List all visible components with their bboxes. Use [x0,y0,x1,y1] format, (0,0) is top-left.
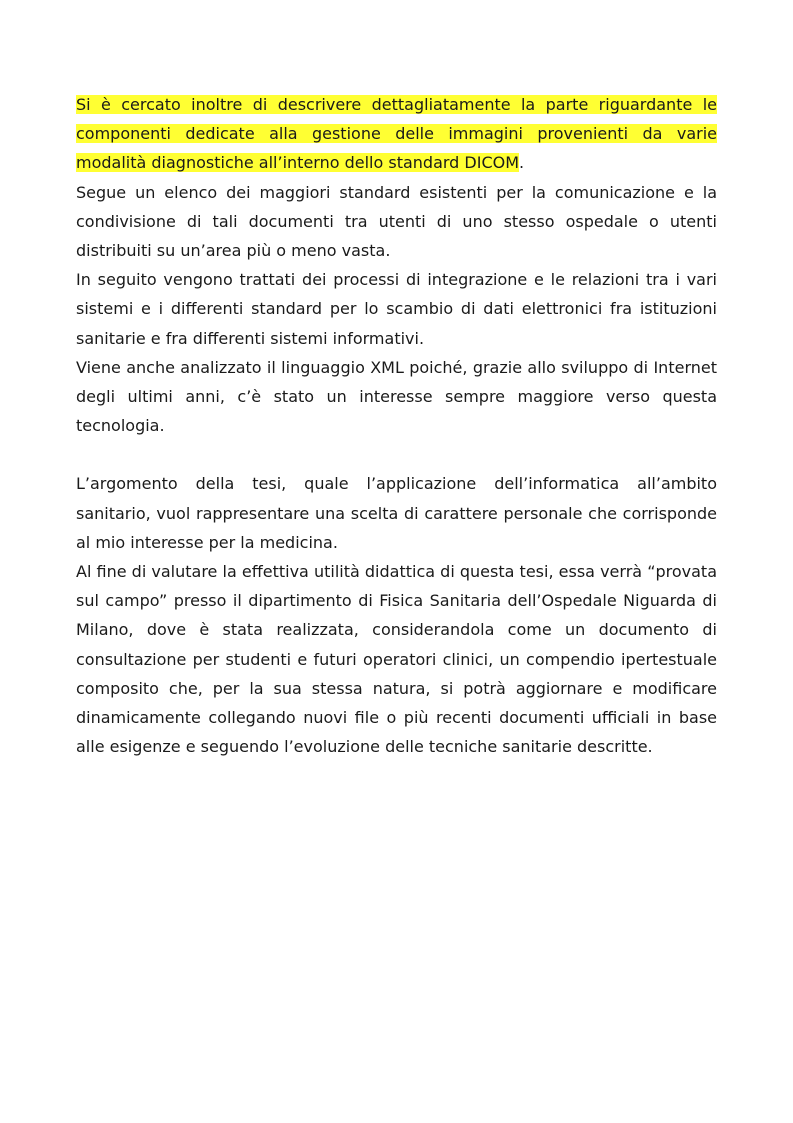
highlighted-text: Si è cercato inoltre di descrivere dettagliatamente la parte riguardante le componenti dedicate alla gestione delle immagini provenienti da varie modalità diagnostiche all’interno dello standard DICOM [76,95,717,173]
paragraph-evaluation: Al fine di valutare la effettiva utilità didattica di questa tesi, essa verrà “provata sul campo” presso il dipartimento di Fisica Sanitaria dell’Ospedale Niguarda di Milano, dove è stata realizzata, considerandola come un documento di consultazione per studenti e futuri operatori clinici, un compendio ipertestuale composito che, per la sua stessa natura, si potrà aggiornare e modificare dinamicamente collegando nuovi file o più recenti documenti ufficiali in base alle esigenze e seguendo l’evoluzione delle tecniche sanitarie descritte. [76,562,717,757]
document-page [76,90,717,761]
paragraph-standards: Segue un elenco dei maggiori standard esistenti per la comunicazione e la condivisione di tali documenti tra utenti di uno stesso ospedale o utenti distribuiti su un’area più o meno vasta. [76,182,717,261]
paragraph-intro-dicom [76,90,717,178]
paragraph-end-punctuation: . [519,153,525,173]
paragraph-integration: In seguito vengono trattati dei processi di integrazione e le relazioni tra i vari sistemi e i differenti standard per lo scambio di dati elettronici fra istituzioni sanitarie e fra differenti sistemi informativi. [76,270,717,348]
paragraph-thesis-topic: L’argomento della tesi, quale l’applicazione dell’informatica all’ambito sanitario, vuol rappresentare una scelta di carattere personale che corrisponde al mio interesse per la medicina. [76,474,717,552]
paragraph-xml: Viene anche analizzato il linguaggio XML poiché, grazie allo sviluppo di Internet degli ultimi anni, c’è stato un interesse sempre maggiore verso questa tecnologia. [76,357,717,436]
